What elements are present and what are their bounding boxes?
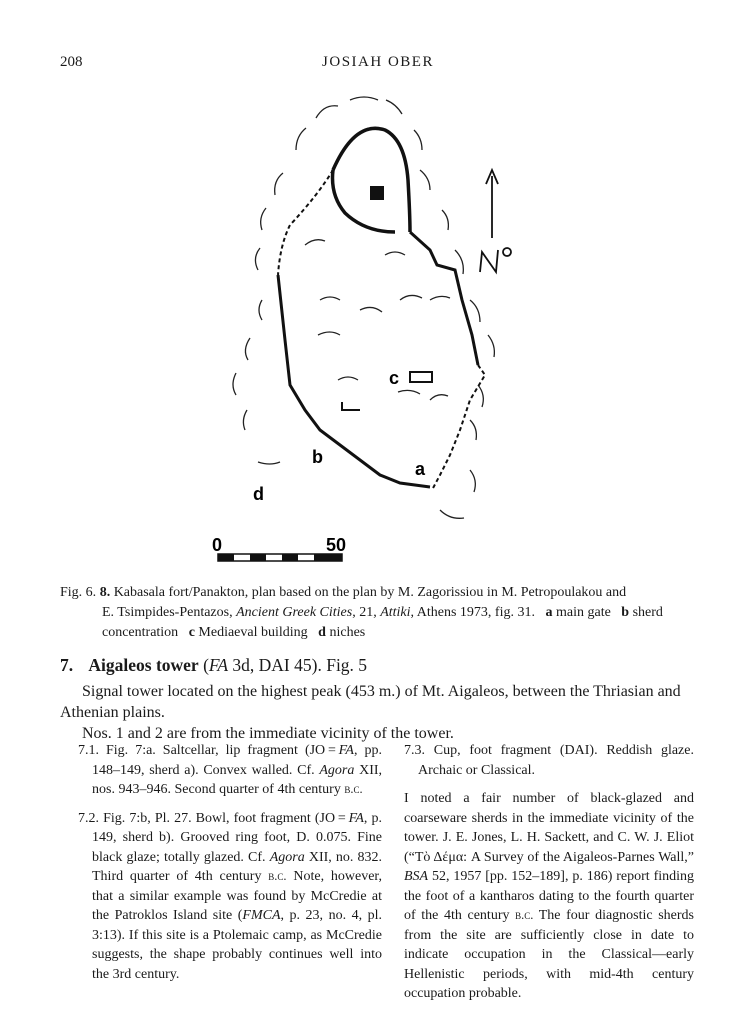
mediaeval-building-outline bbox=[410, 372, 432, 382]
entry-7-2: 7.2. Fig. 7:b, Pl. 27. Bowl, foot fragment (JO = FA, p. 149, sherd b). Grooved ring foot, D. 0.075. Fine black glaze; totally glazed. Cf. Agora XII, no. 832. Third quarter of 4th century b.c. Note, however, that a similar example was found by McCredie at the Patroklos Island site (FMCA, p. 23, no. 4, pl. 3:13). If this site is a Ptolemaic camp, as McCredie suggests, the shape probably continues well into the 3rd century. bbox=[78, 810, 383, 982]
figure-caption: Fig. 6. 8. Kabasala fort/Panakton, plan based on the plan by M. Zagorissiou in M. Petropoulakou and E. Tsimpides-Pentazos, Ancient Greek Cities, 21, Attiki, Athens 1973, fig. 31. a main gate b sherd concentration c Mediaeval building d niches bbox=[60, 585, 663, 640]
contour-hatching bbox=[233, 97, 494, 518]
plan-label-a: a bbox=[415, 459, 426, 479]
section-heading: 7. Aigaleos tower (FA 3d, DAI 45). Fig. 5 bbox=[60, 655, 368, 675]
plan-label-b: b bbox=[312, 447, 323, 467]
fort-walls bbox=[278, 128, 485, 490]
plan-label-d: d bbox=[253, 484, 264, 504]
running-title: JOSIAH OBER bbox=[322, 54, 434, 70]
page-number: 208 bbox=[60, 54, 83, 70]
entry-7-3: 7.3. Cup, foot fragment (DAI). Reddish glaze. Archaic or Classical. bbox=[404, 743, 694, 778]
right-column bbox=[404, 741, 694, 1013]
tower-square bbox=[370, 186, 384, 200]
north-arrow bbox=[480, 170, 511, 272]
niche-mark bbox=[342, 402, 360, 410]
plan-label-c: c bbox=[389, 368, 400, 388]
scale-label-end: 50 bbox=[326, 535, 347, 555]
entry-7-1: 7.1. Fig. 7:a. Saltcellar, lip fragment (JO = FA, pp. 148–149, sherd a). Convex walled. Cf. Agora XII, nos. 943–946. Second quarter of 4th century b.c. bbox=[78, 743, 383, 797]
scale-label-start: 0 bbox=[212, 535, 223, 555]
scale-bar bbox=[218, 554, 342, 561]
discussion-paragraph: I noted a fair number of black-glazed and coarseware sherds in the immediate vicinity of the tower. J. E. Jones, L. H. Sackett, and C. W. J. Eliot (“Tὸ Δέμα: A Survey of the Aigaleos-Parnes Wall,” BSA 52, 1957 [pp. 152–189], p. 186) report finding the foot of a kantharos dating to the fourth quarter of the 4th century b.c. The four diagnostic sherds from the site are sufficiently close in date to indicate occupation in the Classical—early Hellenistic periods, with mid-4th century occupation probable. bbox=[404, 791, 695, 1001]
section-intro: Signal tower located on the highest peak (453 m.) of Mt. Aigaleos, between the Thriasian and Athenian plains. Nos. 1 and 2 are from the immediate vicinity of the tower. bbox=[60, 683, 681, 742]
left-column bbox=[78, 741, 382, 993]
